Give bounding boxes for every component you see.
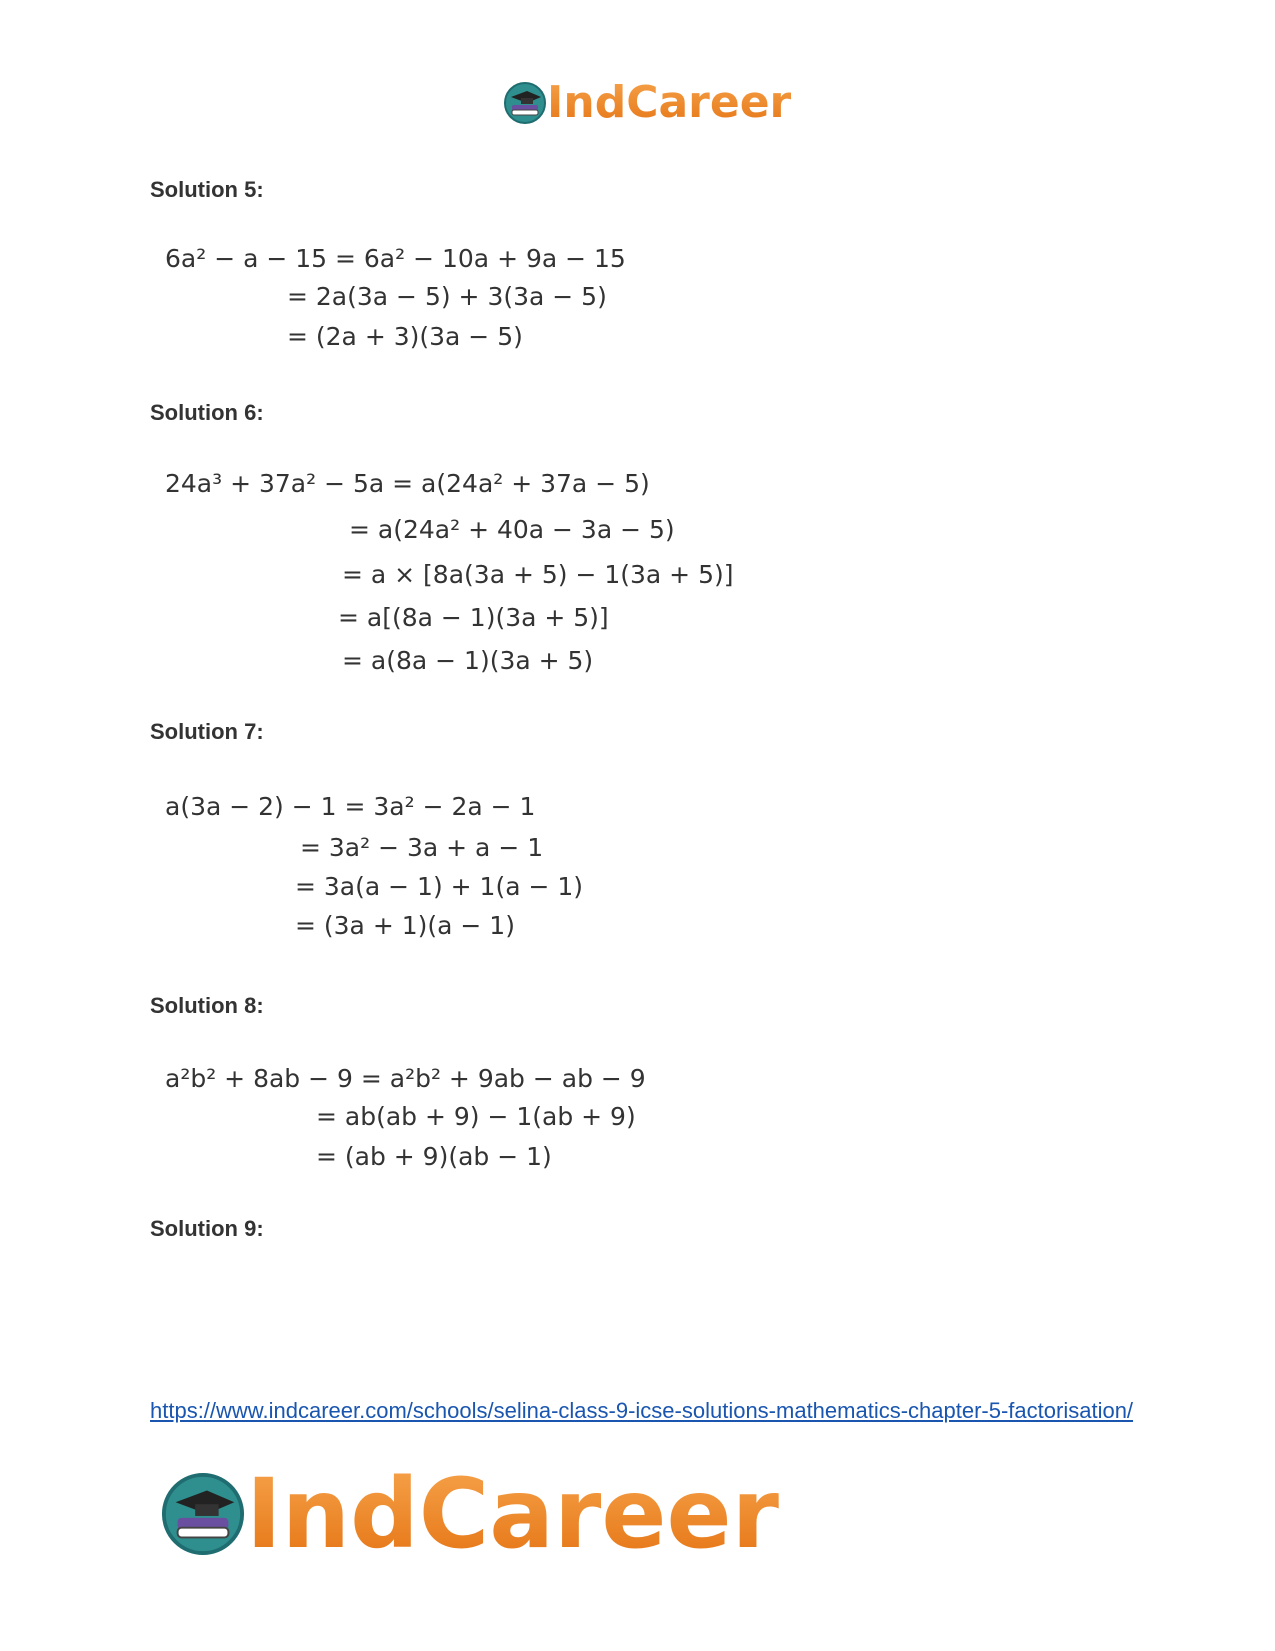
solution-heading: Solution 9:: [150, 1216, 264, 1241]
solution-heading: Solution 5:: [150, 177, 264, 202]
logo-wordmark: IndCareer: [246, 1458, 779, 1570]
source-link[interactable]: https://www.indcareer.com/schools/selina-class-9-icse-solutions-mathematics-chapter-5-factorisation/: [150, 1398, 1134, 1423]
logo-wordmark: IndCareer: [547, 77, 792, 128]
equation-line: = 3a(a − 1) + 1(a − 1): [295, 872, 584, 901]
solution-heading: Solution 7:: [150, 719, 264, 744]
equation-line: = (ab + 9)(ab − 1): [316, 1142, 552, 1171]
equation-line: = (3a + 1)(a − 1): [295, 911, 515, 940]
equation-line: = a(24a² + 40a − 3a − 5): [349, 515, 675, 544]
equation-line: a(3a − 2) − 1 = 3a² − 2a − 1: [165, 792, 536, 821]
footer-logo: [160, 1458, 779, 1570]
equation-line: a²b² + 8ab − 9 = a²b² + 9ab − ab − 9: [165, 1064, 646, 1093]
equation-line: = a(8a − 1)(3a + 5): [342, 646, 594, 675]
solution-heading: Solution 8:: [150, 993, 264, 1018]
header-logo: [503, 78, 791, 128]
equation-line: = ab(ab + 9) − 1(ab + 9): [316, 1102, 636, 1131]
solution-heading: Solution 6:: [150, 400, 264, 425]
equation-line: = a[(8a − 1)(3a + 5)]: [338, 603, 609, 632]
equation-line: = (2a + 3)(3a − 5): [287, 322, 523, 351]
graduation-book-icon: [160, 1471, 246, 1557]
equation-line: = 3a² − 3a + a − 1: [300, 833, 544, 862]
equation-line: 24a³ + 37a² − 5a = a(24a² + 37a − 5): [165, 469, 650, 498]
equation-line: = a × [8a(3a + 5) − 1(3a + 5)]: [342, 560, 734, 589]
equation-line: 6a² − a − 15 = 6a² − 10a + 9a − 15: [165, 244, 626, 273]
equation-line: = 2a(3a − 5) + 3(3a − 5): [287, 282, 607, 311]
graduation-book-icon: [503, 81, 547, 125]
